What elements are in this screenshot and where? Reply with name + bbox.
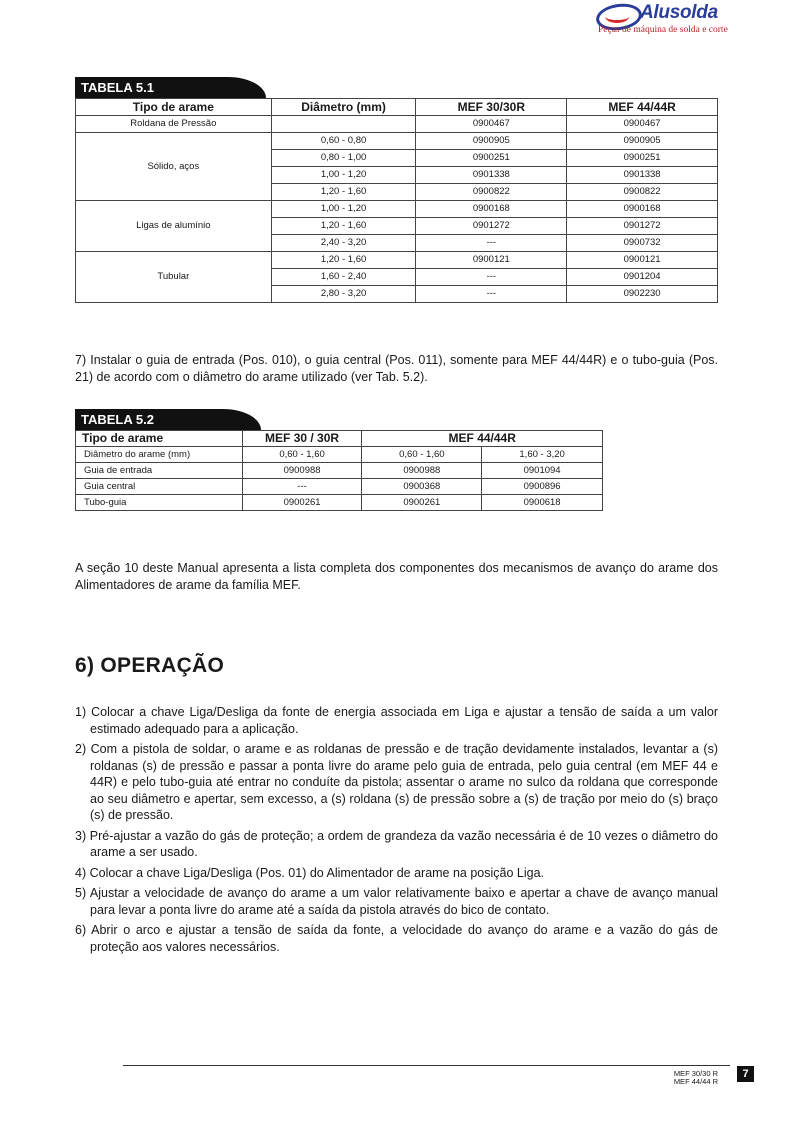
- cell: 0900988: [242, 463, 362, 479]
- cell: 0900121: [416, 252, 567, 269]
- cell-label: Roldana de Pressão: [76, 116, 272, 133]
- footer-divider: [123, 1065, 730, 1066]
- cell-group-label: Ligas de alumínio: [76, 201, 272, 252]
- operation-steps: [75, 704, 718, 959]
- cell: 0900251: [567, 150, 718, 167]
- alusolda-logo: [596, 2, 756, 38]
- footer-model-line2: MEF 44/44 R: [673, 1077, 718, 1086]
- header-tipo: Tipo de arame: [76, 99, 272, 116]
- cell: 0901338: [416, 167, 567, 184]
- cell: 1,00 - 1,20: [271, 201, 416, 218]
- table-row: [76, 463, 603, 479]
- cell: 0901204: [567, 269, 718, 286]
- cell: 0901272: [567, 218, 718, 235]
- table-5-2: [75, 430, 603, 511]
- cell: 0902230: [567, 286, 718, 303]
- cell: 0900618: [482, 495, 603, 511]
- footer-model: [662, 1070, 718, 1086]
- cell: ---: [416, 235, 567, 252]
- cell: 0900905: [567, 133, 718, 150]
- header-mef30: MEF 30/30R: [416, 99, 567, 116]
- list-item: 5) Ajustar a velocidade de avanço do arame a um valor relativamente baixo e apertar a chave de avanço manual para levar a ponta livre do arame até a saída da pistola através do bico de contato.: [75, 886, 718, 917]
- cell: 2,80 - 3,20: [271, 286, 416, 303]
- table-row: [76, 447, 603, 463]
- footer-model-line1: MEF 30/30 R: [673, 1069, 718, 1078]
- cell-label: Guia de entrada: [76, 463, 243, 479]
- cell: ---: [416, 269, 567, 286]
- cell: 0,60 - 1,60: [362, 447, 482, 463]
- cell: 1,60 - 2,40: [271, 269, 416, 286]
- cell: 0900261: [242, 495, 362, 511]
- header-mef44: MEF 44/44R: [362, 431, 603, 447]
- list-item: 3) Pré-ajustar a vazão do gás de proteção; a ordem de grandeza da vazão necessária é de 10 vezes o diâmetro do arame a ser usado.: [75, 828, 718, 859]
- section-title: 6) OPERAÇÃO: [75, 654, 225, 677]
- cell: ---: [416, 286, 567, 303]
- table-row: [76, 201, 718, 218]
- cell: 0900822: [416, 184, 567, 201]
- cell: 0900251: [416, 150, 567, 167]
- cell: 0900168: [416, 201, 567, 218]
- header-diametro: Diâmetro (mm): [271, 99, 416, 116]
- cell: ---: [242, 479, 362, 495]
- table-row: [76, 495, 603, 511]
- list-item: 6) Abrir o arco e ajustar a tensão de saída da fonte, a velocidade do avanço do arame e a vazão do gás de proteção aos valores necessários.: [75, 923, 718, 954]
- list-item: 4) Colocar a chave Liga/Desliga (Pos. 01) do Alimentador de arame na posição Liga.: [75, 865, 545, 880]
- cell: 0901338: [567, 167, 718, 184]
- logo-swoosh-icon: [605, 10, 629, 23]
- list-item: 1) Colocar a chave Liga/Desliga da fonte de energia associada em Liga e ajustar a tensão de saída a um valor estimado adequado para a aplicação.: [75, 705, 718, 736]
- cell-group-label: Tubular: [76, 252, 272, 303]
- header-mef30: MEF 30 / 30R: [242, 431, 362, 447]
- cell-label: Guia central: [76, 479, 243, 495]
- table-5-2-title: TABELA 5.2: [75, 409, 261, 430]
- cell: 0900988: [362, 463, 482, 479]
- cell: 0900896: [482, 479, 603, 495]
- table-header-row: [76, 99, 718, 116]
- cell: 1,20 - 1,60: [271, 218, 416, 235]
- cell: 1,60 - 3,20: [482, 447, 603, 463]
- cell: 0900261: [362, 495, 482, 511]
- cell: 0,80 - 1,00: [271, 150, 416, 167]
- table-header-row: [76, 431, 603, 447]
- cell-label: Diâmetro do arame (mm): [76, 447, 243, 463]
- cell: 0900467: [416, 116, 567, 133]
- header-mef44: MEF 44/44R: [567, 99, 718, 116]
- table-5-1-title: TABELA 5.1: [75, 77, 266, 98]
- cell-label: Tubo-guia: [76, 495, 243, 511]
- cell: 0900467: [567, 116, 718, 133]
- cell: 0900168: [567, 201, 718, 218]
- table-row: [76, 479, 603, 495]
- logo-tagline: Peças de máquina de solda e corte: [598, 25, 728, 35]
- cell: 0900121: [567, 252, 718, 269]
- cell: 0900732: [567, 235, 718, 252]
- cell-group-label: Sólido, aços: [76, 133, 272, 201]
- page-number: 7: [737, 1066, 754, 1082]
- table-row: [76, 116, 718, 133]
- cell: 0900905: [416, 133, 567, 150]
- cell: 0900368: [362, 479, 482, 495]
- logo-wordmark: Alusolda: [640, 2, 718, 23]
- cell: 0901094: [482, 463, 603, 479]
- cell: 0901272: [416, 218, 567, 235]
- cell: 0,60 - 1,60: [242, 447, 362, 463]
- cell: 0900822: [567, 184, 718, 201]
- cell: 0,60 - 0,80: [271, 133, 416, 150]
- list-item: 2) Com a pistola de soldar, o arame e as roldanas de pressão e de tração devidamente instalados, levantar a (s) roldanas (s) de pressão e passar a ponta livre do arame pelo guia de entrada, pelo guia central (em MEF 44 e 44R) e pelo tubo-guia até entrar no conduíte da pistola; assentar o arame no sulco da roldana que corresponde ao seu diâmetro e apertar, sem excesso, a (s) roldana (s) de pressão sobre a (s) de tração por meio do (s) braço (s) de pressão.: [75, 742, 718, 822]
- section-10-note: A seção 10 deste Manual apresenta a lista completa dos componentes dos mecanismos de avanço do arame dos Alimentadores de arame da família MEF.: [75, 561, 718, 592]
- cell: 2,40 - 3,20: [271, 235, 416, 252]
- table-row: [76, 252, 718, 269]
- cell-empty: [271, 116, 416, 133]
- instruction-7: 7) Instalar o guia de entrada (Pos. 010), o guia central (Pos. 011), somente para MEF 44/44R) e o tubo-guia (Pos. 21) de acordo com o diâmetro do arame utilizado (ver Tab. 5.2).: [75, 353, 718, 384]
- header-tipo: Tipo de arame: [76, 431, 243, 447]
- cell: 1,00 - 1,20: [271, 167, 416, 184]
- table-row: [76, 133, 718, 150]
- cell: 1,20 - 1,60: [271, 252, 416, 269]
- cell: 1,20 - 1,60: [271, 184, 416, 201]
- table-5-1: [75, 98, 718, 303]
